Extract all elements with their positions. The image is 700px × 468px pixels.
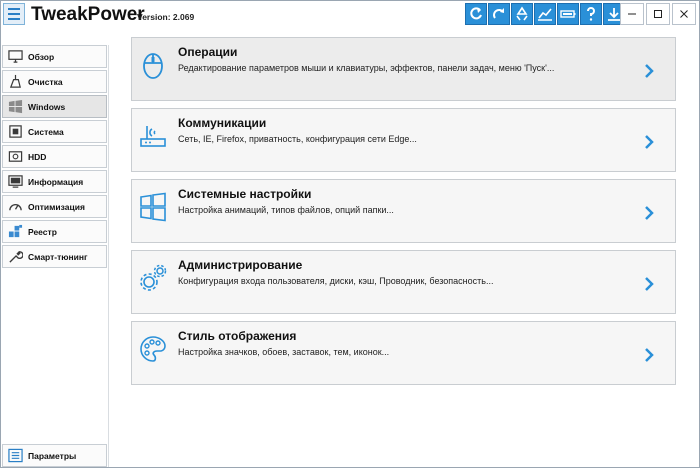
sidebar-item-cleaning[interactable] [2,70,107,93]
gears-icon [138,263,168,293]
card-description: Настройка значков, обоев, заставок, тем, иконок... [178,347,390,357]
mouse-icon [138,50,168,80]
speedometer-icon [7,199,23,215]
card-description: Конфигурация входа пользователя, диски, кэш, Проводник, безопасность... [178,276,494,286]
recycle-icon [514,6,530,22]
chart-icon [537,6,553,22]
sidebar-item-system[interactable] [2,120,107,143]
chevron-right-icon [643,63,655,79]
settings-list-icon [7,448,23,464]
registry-icon [7,224,23,240]
redo-button[interactable] [488,3,510,25]
card-title: Администрирование [178,258,303,272]
sidebar-item-overview[interactable] [2,45,107,68]
windows-logo-icon [7,99,23,115]
card-operations[interactable] [131,37,676,101]
card-description: Сеть, IE, Firefox, приватность, конфигурация сети Edge... [178,134,417,144]
sidebar-item-label: Смарт-тюнинг [28,251,88,262]
sidebar-item-label: HDD [28,151,47,162]
category-list [131,37,676,392]
battery-button[interactable] [557,3,579,25]
system-icon [7,124,23,140]
card-description: Редактирование параметров мыши и клавиатуры, эффектов, панели задач, меню 'Пуск'... [178,63,555,73]
chevron-right-icon [643,347,655,363]
sidebar-item-smart-tuning[interactable] [2,245,107,268]
card-system-settings[interactable] [131,179,676,243]
card-description: Настройка анимаций, типов файлов, опций папки... [178,205,394,215]
maximize-icon [653,9,663,19]
chevron-right-icon [643,205,655,221]
chevron-right-icon [643,276,655,292]
monitor-icon [7,49,23,65]
hamburger-menu-button[interactable] [3,3,25,25]
sidebar-item-optimization[interactable] [2,195,107,218]
cleaning-icon [7,74,23,90]
sidebar-item-label: Информация [28,176,84,187]
recycle-button[interactable] [511,3,533,25]
toolbar [465,3,625,25]
refresh-icon [468,6,484,22]
card-title: Системные настройки [178,187,312,201]
sidebar-item-registry[interactable] [2,220,107,243]
sidebar-item-label: Windows [28,101,66,112]
maximize-button[interactable] [646,3,670,25]
card-display-style[interactable] [131,321,676,385]
minimize-button[interactable] [620,3,644,25]
info-icon [7,174,23,190]
card-title: Стиль отображения [178,329,297,343]
app-title: TweakPower [31,4,145,25]
redo-icon [491,6,507,22]
sidebar-item-label: Оптимизация [28,201,85,212]
chart-button[interactable] [534,3,556,25]
card-communications[interactable] [131,108,676,172]
wrench-icon [7,249,23,265]
card-title: Коммуникации [178,116,267,130]
hdd-icon [7,149,23,165]
sidebar-item-label: Реестр [28,226,57,237]
sidebar-item-label: Система [28,126,64,137]
title-bar [1,1,699,29]
window-controls [620,3,696,25]
help-button[interactable] [580,3,602,25]
settings-button[interactable] [2,444,107,467]
sidebar-item-label: Очистка [28,76,63,87]
sidebar-item-label: Обзор [28,51,55,62]
card-title: Операции [178,45,238,59]
windows-grid-icon [138,192,168,222]
sidebar-item-information[interactable] [2,170,107,193]
sidebar-item-windows[interactable] [2,95,107,118]
app-version: Version: 2.069 [137,12,195,22]
sidebar-item-hdd[interactable] [2,145,107,168]
help-icon [583,6,599,22]
card-administration[interactable] [131,250,676,314]
router-icon [138,121,168,151]
close-button[interactable] [672,3,696,25]
battery-icon [560,6,576,22]
refresh-button[interactable] [465,3,487,25]
settings-label: Параметры [28,450,77,461]
chevron-right-icon [643,134,655,150]
palette-icon [138,334,168,364]
minimize-icon [627,9,637,19]
sidebar [1,45,109,270]
close-icon [679,9,689,19]
